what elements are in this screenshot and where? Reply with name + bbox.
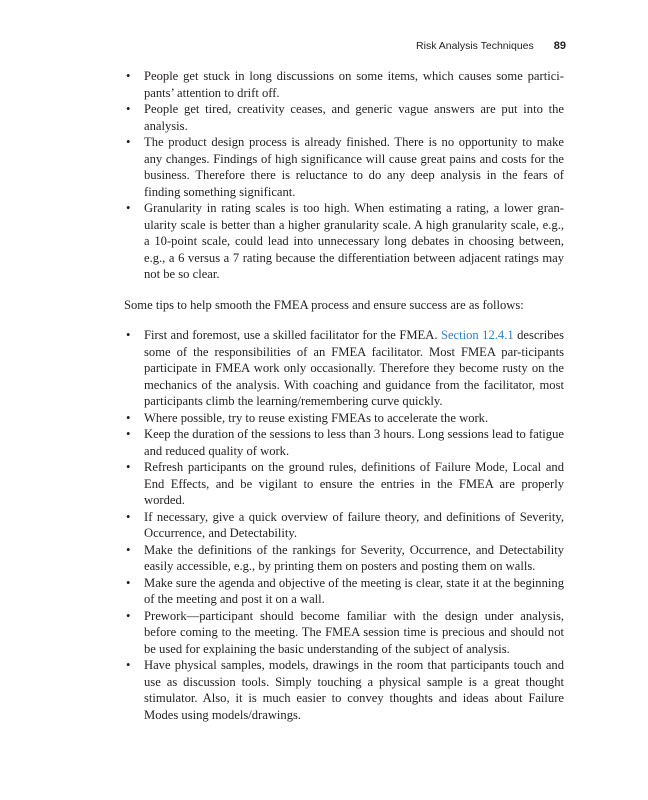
list-item: • Have physical samples, models, drawings in the room that participants touch and use as discussion tools. Simply touching a physical sample is a great thought stimulator. Also, it is much easier to convey thoughts and ideas about Failure Modes using models/drawings.: [124, 657, 564, 723]
section-cross-reference-link[interactable]: Section 12.4.1: [440, 328, 514, 342]
list-item: • If necessary, give a quick overview of failure theory, and definitions of Severity, Occurrence, and Detectability.: [124, 509, 564, 542]
list-item: • The product design process is already finished. There is no opportunity to make any changes. Findings of high significance will cause great pains and costs for the business. Therefore there is reluctance to do any deep analysis in the fears of finding something significant.: [124, 134, 564, 200]
list-item: • Prework—participant should become familiar with the design under analysis, before coming to the meeting. The FMEA session time is precious and should not be used for explaining the basic understanding of the subject of analysis.: [124, 608, 564, 658]
list-item: • Keep the duration of the sessions to less than 3 hours. Long sessions lead to fatigue and reduced quality of work.: [124, 426, 564, 459]
list-item: • Make sure the agenda and objective of the meeting is clear, state it at the beginning of the meeting and post it on a wall.: [124, 575, 564, 608]
intro-paragraph: Some tips to help smooth the FMEA process and ensure success are as follows:: [124, 297, 524, 312]
list-item: • Refresh participants on the ground rules, definitions of Failure Mode, Local and End Effects, and be vigilant to ensure the entries in the FMEA are properly worded.: [124, 459, 564, 509]
tip-text-after: describes some of the responsibilities of an FMEA facilitator. Most FMEA par-ticipants participate in FMEA work only occasionally. Therefore they become rusty on the mechanics of the analysis. With coaching and guidance from the facilitator, most participants climb the learning/remembering curve quickly.: [144, 328, 564, 408]
list-item: • Granularity in rating scales is too high. When estimating a rating, a lower gran-ularity scale is better than a higher granularity scale. A high granularity scale, e.g., a 10-point scale, could lead into unnecessary long debates in choosing between, e.g., a 6 versus a 7 rating because the differentiation between adjacent ratings may not be so clear.: [124, 200, 564, 283]
page-number: 89: [553, 40, 566, 52]
running-header: [416, 40, 566, 52]
list-item: • Where possible, try to reuse existing FMEAs to accelerate the work.: [124, 410, 564, 427]
running-header-title: Risk Analysis Techniques: [416, 40, 534, 52]
problems-list: [124, 68, 564, 283]
list-item: • Make the definitions of the rankings for Severity, Occurrence, and Detectability easily accessible, e.g., by printing them on posters and posting them on walls.: [124, 542, 564, 575]
tip-text-before: First and foremost, use a skilled facilitator for the FMEA.: [144, 328, 441, 342]
list-item: • People get stuck in long discussions on some items, which causes some partici-pants’ attention to drift off.: [124, 68, 564, 101]
list-item: • People get tired, creativity ceases, and generic vague answers are put into the analysis.: [124, 101, 564, 134]
tips-list: [124, 327, 564, 723]
list-item: [124, 327, 564, 410]
page-body: [124, 68, 564, 723]
